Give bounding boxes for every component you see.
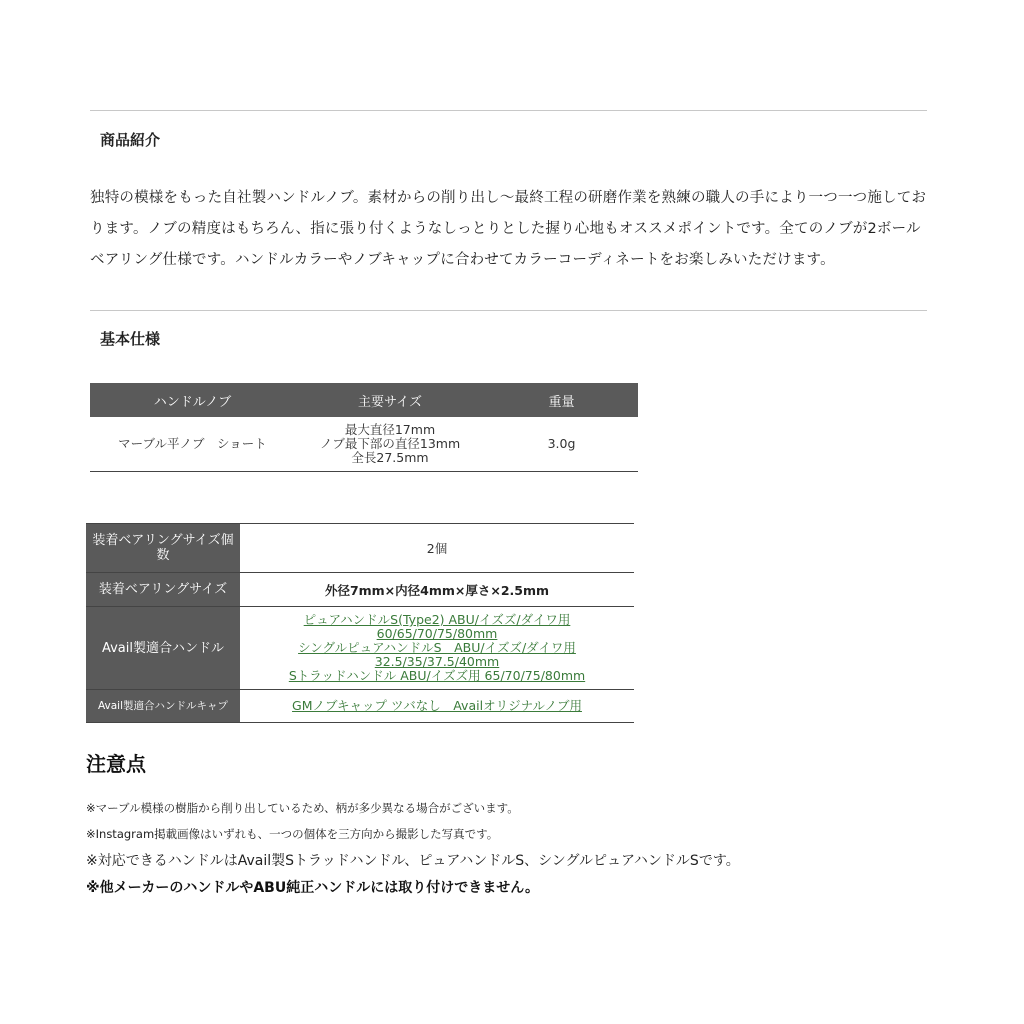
spec-header-weight: 重量 — [485, 383, 638, 417]
note-compatible-handles: ※対応できるハンドルはAvail製Sトラッドハンドル、ピュアハンドルS、シングルピュアハンドルSです。 — [86, 853, 740, 869]
bearing-size-label: 装着ベアリングサイズ — [86, 573, 240, 607]
bearing-count-value: 2個 — [240, 524, 634, 573]
divider-top — [90, 110, 927, 111]
intro-text: 独特の模様をもった自社製ハンドルノブ。素材からの削り出し～最終工程の研磨作業を熟練の職人の手により一つ一つ施しております。ノブの精度はもちろん、指に張り付くようなしっとりとした握り心地もオススメポイントです。全てのノブが2ボールベアリング仕様です。ハンドルカラーやノブキャップに合わせてカラーコーディネートをお楽しみいただけます。 — [90, 190, 927, 268]
spec-header-knob: ハンドルノブ — [90, 383, 295, 417]
spec-heading: 基本仕様 — [100, 330, 161, 348]
spec-weight: 3.0g — [485, 417, 638, 472]
spec-table — [90, 383, 638, 472]
cap-label: Avail製適合ハンドルキャプ — [86, 690, 240, 723]
cap-row — [86, 690, 634, 723]
bearing-count-row — [86, 524, 634, 573]
cap-link-cell — [240, 690, 634, 723]
spec-size-max-diameter: 最大直径17mm — [344, 422, 436, 437]
spec-row — [90, 417, 638, 472]
link-s-trad-handle[interactable]: Sトラッドハンドル ABU/イズズ用 65/70/75/80mm — [288, 668, 586, 683]
bearing-size-row — [86, 573, 634, 607]
note-marble: ※マーブル模様の樹脂から削り出しているため、柄が多少異なる場合がございます。 — [86, 801, 519, 815]
spec-sizes — [295, 417, 485, 472]
intro-heading: 商品紹介 — [100, 131, 161, 149]
divider-spec — [90, 310, 927, 311]
bearing-count-label: 装着ベアリングサイズ個数 — [86, 524, 240, 573]
link-pure-handle-s-sizes[interactable]: 60/65/70/75/80mm — [376, 626, 498, 641]
notes-heading: 注意点 — [86, 752, 146, 776]
note-instagram: ※Instagram掲載画像はいずれも、一つの個体を三方向から撮影した写真です。 — [86, 827, 499, 841]
spec-knob-name: マーブル平ノブ ショート — [90, 417, 295, 472]
handle-label: Avail製適合ハンドル — [86, 607, 240, 690]
spec-size-length: 全長27.5mm — [351, 450, 429, 465]
spec-header-row — [90, 383, 638, 417]
link-single-pure-handle-s[interactable]: シングルピュアハンドルS ABU/イズズ/ダイワ用 — [298, 640, 576, 655]
bearing-size-value: 外径7mm×内径4mm×厚さ×2.5mm — [240, 573, 634, 607]
link-pure-handle-s[interactable]: ピュアハンドルS(Type2) ABU/イズズ/ダイワ用 — [303, 612, 571, 627]
spec-header-size: 主要サイズ — [295, 383, 485, 417]
spec-size-bottom-diameter: ノブ最下部の直径13mm — [319, 436, 461, 451]
bearing-table — [86, 523, 634, 723]
handle-row — [86, 607, 634, 690]
link-single-pure-handle-s-sizes[interactable]: 32.5/35/37.5/40mm — [374, 654, 500, 669]
handle-links — [240, 607, 634, 690]
note-not-compatible: ※他メーカーのハンドルやABU純正ハンドルには取り付けできません。 — [86, 880, 540, 896]
link-gm-knob-cap[interactable]: GMノブキャップ ツバなし Availオリジナルノブ用 — [292, 698, 582, 713]
